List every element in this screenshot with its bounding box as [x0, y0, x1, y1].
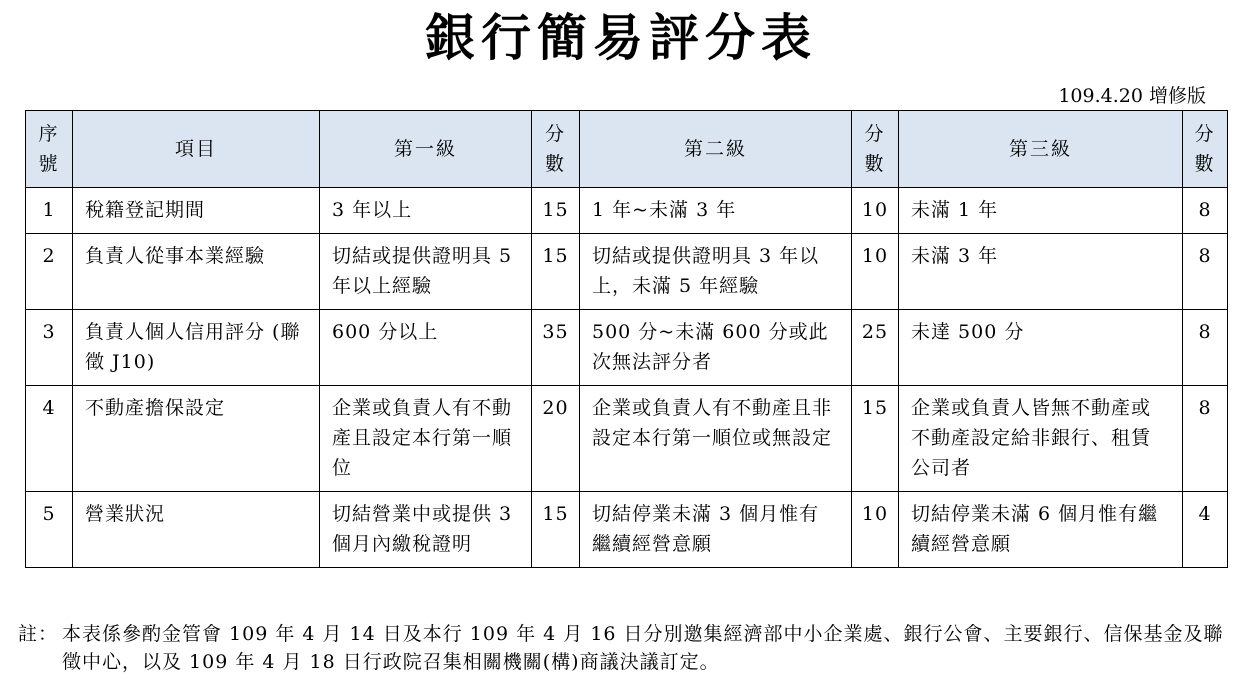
table-row [26, 492, 1228, 568]
row-level1: 切結營業中或提供 3 個月內繳稅證明 [320, 492, 532, 568]
row-points1: 15 [532, 188, 580, 234]
row-level1: 600 分以上 [320, 310, 532, 386]
row-points1: 15 [532, 234, 580, 310]
row-points2: 10 [852, 492, 899, 568]
row-item: 營業狀況 [73, 492, 320, 568]
row-item: 負責人從事本業經驗 [73, 234, 320, 310]
row-points3: 8 [1183, 234, 1228, 310]
table-row [26, 234, 1228, 310]
row-points3: 8 [1183, 188, 1228, 234]
header-points2: 分數 [852, 111, 899, 188]
page-title: 銀行簡易評分表 [425, 8, 817, 67]
row-level3: 未滿 3 年 [899, 234, 1183, 310]
row-seq: 2 [26, 234, 73, 310]
row-points2: 10 [852, 234, 899, 310]
row-level3: 未達 500 分 [899, 310, 1183, 386]
header-seq: 序號 [26, 111, 73, 188]
row-level2: 500 分~未滿 600 分或此次無法評分者 [580, 310, 852, 386]
row-item: 不動產擔保設定 [73, 386, 320, 492]
header-points1: 分數 [532, 111, 580, 188]
row-level3: 企業或負責人皆無不動產或不動產設定給非銀行、租賃公司者 [899, 386, 1183, 492]
row-points2: 15 [852, 386, 899, 492]
row-level2: 1 年~未滿 3 年 [580, 188, 852, 234]
row-level1: 切結或提供證明具 5 年以上經驗 [320, 234, 532, 310]
header-level2: 第二級 [580, 111, 852, 188]
row-points3: 4 [1183, 492, 1228, 568]
row-level2: 切結停業未滿 3 個月惟有繼續經營意願 [580, 492, 852, 568]
row-seq: 1 [26, 188, 73, 234]
row-points2: 10 [852, 188, 899, 234]
row-points1: 15 [532, 492, 580, 568]
row-level3: 未滿 1 年 [899, 188, 1183, 234]
row-points1: 35 [532, 310, 580, 386]
footnote-label: 註： [18, 623, 59, 645]
header-level1: 第一級 [320, 111, 532, 188]
row-points3: 8 [1183, 310, 1228, 386]
scoring-table [25, 110, 1228, 568]
row-points2: 25 [852, 310, 899, 386]
table-header-row [26, 111, 1228, 188]
row-seq: 4 [26, 386, 73, 492]
table-row [26, 188, 1228, 234]
header-level3: 第三級 [899, 111, 1183, 188]
table-row [26, 310, 1228, 386]
row-points3: 8 [1183, 386, 1228, 492]
row-level2: 企業或負責人有不動產且非設定本行第一順位或無設定 [580, 386, 852, 492]
row-level1: 3 年以上 [320, 188, 532, 234]
header-points3: 分數 [1183, 111, 1228, 188]
row-level2: 切結或提供證明具 3 年以上，未滿 5 年經驗 [580, 234, 852, 310]
row-level1: 企業或負責人有不動產且設定本行第一順位 [320, 386, 532, 492]
row-level3: 切結停業未滿 6 個月惟有繼續經營意願 [899, 492, 1183, 568]
row-item: 負責人個人信用評分 (聯徵 J10) [73, 310, 320, 386]
row-seq: 3 [26, 310, 73, 386]
row-seq: 5 [26, 492, 73, 568]
row-item: 稅籍登記期間 [73, 188, 320, 234]
version-label: 109.4.20 增修版 [1058, 85, 1206, 107]
header-item: 項目 [73, 111, 320, 188]
footnote [18, 620, 1228, 676]
footnote-text: 本表係參酌金管會 109 年 4 月 14 日及本行 109 年 4 月 16 日分別邀集經濟部中小企業處、銀行公會、主要銀行、信保基金及聯徵中心，以及 109 年 4 月 18 日行政院召集相關機關(構)商議決議訂定。 [62, 623, 1224, 673]
table-row [26, 386, 1228, 492]
row-points1: 20 [532, 386, 580, 492]
